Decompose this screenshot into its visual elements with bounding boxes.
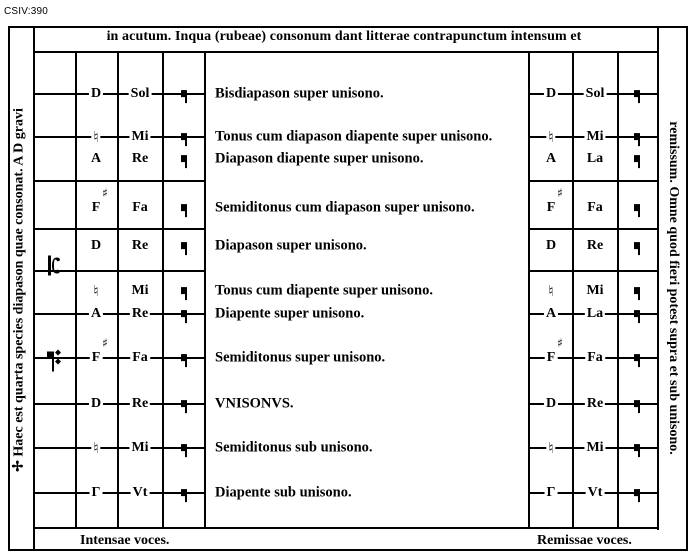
- left-staff-line: [34, 403, 205, 405]
- note-quadrata-icon: [634, 133, 640, 140]
- left-syllable: Re: [131, 238, 149, 253]
- left-grid-row-line: [34, 228, 205, 230]
- left-letter: D: [90, 86, 102, 101]
- left-syllable: Re: [131, 306, 149, 321]
- right-syllable: La: [586, 151, 604, 166]
- title-underline: [34, 51, 658, 53]
- page-signature: CSIV:390: [4, 6, 49, 17]
- right-syllable: Sol: [585, 86, 605, 101]
- left-letter: D: [90, 396, 102, 411]
- right-syllable: Vt: [587, 485, 603, 500]
- left-letter: A: [90, 306, 102, 321]
- interval-description: Tonus cum diapente super unisono.: [215, 282, 433, 299]
- left-letter: ♮: [93, 282, 99, 300]
- right-letter: ♮: [548, 128, 554, 146]
- right-syllable: Mi: [586, 129, 604, 144]
- right-grid-bottom: [529, 527, 659, 529]
- left-syllable: Re: [131, 151, 149, 166]
- left-syllable: Mi: [131, 283, 149, 298]
- left-letter: Γ: [91, 485, 101, 500]
- f-clef-icon: [46, 346, 64, 379]
- right-grid-row-line: [529, 270, 659, 272]
- note-quadrata-icon: [634, 444, 640, 451]
- left-margin-border: [33, 26, 35, 551]
- right-letter: F: [546, 200, 556, 215]
- left-syllable: Fa: [132, 200, 148, 215]
- right-letter: Γ: [546, 485, 556, 500]
- left-syllable: Fa: [132, 350, 148, 365]
- table-title: in acutum. Inqua (rubeae) consonum dant litterae contrapunctum intensum et: [106, 29, 582, 44]
- middle-bottom: [205, 527, 529, 529]
- note-quadrata-icon: [634, 90, 640, 97]
- cross-mark-icon: ✢: [11, 460, 27, 472]
- note-quadrata-icon: [181, 90, 187, 97]
- sharp-icon: ♯: [102, 186, 108, 200]
- note-quadrata-icon: [634, 204, 640, 211]
- right-letter: D: [545, 396, 557, 411]
- sharp-icon: ♯: [102, 336, 108, 350]
- right-grid-row-line: [529, 228, 659, 230]
- left-syllable: Mi: [131, 440, 149, 455]
- left-grid-col-line: [75, 52, 77, 529]
- right-margin-text: remissum. Omne quod fieri potest supra et sub unisono.: [666, 121, 681, 455]
- right-syllable: Fa: [587, 350, 603, 365]
- left-margin-text: [11, 108, 28, 472]
- left-grid-col-line: [204, 52, 206, 529]
- note-quadrata-icon: [181, 155, 187, 162]
- note-quadrata-icon: [634, 287, 640, 294]
- left-grid-col-line: [117, 52, 119, 529]
- right-letter: A: [545, 151, 557, 166]
- note-quadrata-icon: [634, 242, 640, 249]
- right-syllable: La: [586, 306, 604, 321]
- interval-description: Diapason diapente super unisono.: [215, 150, 424, 167]
- note-quadrata-icon: [181, 400, 187, 407]
- right-letter: D: [545, 238, 557, 253]
- left-letter: ♮: [93, 128, 99, 146]
- note-quadrata-icon: [634, 489, 640, 496]
- right-grid-col-line: [528, 52, 530, 529]
- interval-description: Diapente sub unisono.: [215, 484, 352, 501]
- left-staff-line: [34, 492, 205, 494]
- right-letter: F: [546, 350, 556, 365]
- right-grid-col-line: [572, 52, 574, 529]
- left-staff-line: [34, 447, 205, 449]
- left-letter: D: [90, 238, 102, 253]
- right-letter: ♮: [548, 439, 554, 457]
- note-quadrata-icon: [634, 354, 640, 361]
- right-letter: D: [545, 86, 557, 101]
- right-syllable: Mi: [586, 283, 604, 298]
- left-grid-col-line: [162, 52, 164, 529]
- note-quadrata-icon: [181, 444, 187, 451]
- interval-description: Semiditonus super unisono.: [215, 349, 386, 366]
- left-letter: F: [91, 350, 101, 365]
- c-clef-icon: [47, 255, 61, 282]
- note-quadrata-icon: [181, 287, 187, 294]
- right-syllable: Re: [586, 238, 604, 253]
- left-syllable: Re: [131, 396, 149, 411]
- left-syllable: Mi: [131, 129, 149, 144]
- interval-description: Tonus cum diapason diapente super unisono.: [215, 128, 493, 145]
- left-staff-line: [34, 313, 205, 315]
- right-margin-border: [657, 26, 659, 530]
- note-quadrata-icon: [181, 310, 187, 317]
- interval-description: Diapason super unisono.: [215, 237, 367, 254]
- interval-description: Bisdiapason super unisono.: [215, 85, 384, 102]
- interval-description: VNISONVS.: [215, 395, 294, 412]
- right-syllable: Mi: [586, 440, 604, 455]
- right-syllable: Fa: [587, 200, 603, 215]
- right-syllable: Re: [586, 396, 604, 411]
- note-quadrata-icon: [181, 133, 187, 140]
- left-staff-line: [34, 136, 205, 138]
- right-grid-row-line: [529, 180, 659, 182]
- left-grid-row-line: [34, 180, 205, 182]
- sharp-icon: ♯: [557, 336, 563, 350]
- note-quadrata-icon: [181, 242, 187, 249]
- note-quadrata-icon: [634, 400, 640, 407]
- interval-description: Diapente super unisono.: [215, 305, 365, 322]
- left-margin-label: Haec est quarta species diapason quae consonat. A D gravi: [11, 108, 27, 457]
- footer-remissae: Remissae voces.: [537, 533, 632, 548]
- left-syllable: Sol: [130, 86, 150, 101]
- interval-description: Semiditonus cum diapason super unisono.: [215, 199, 475, 216]
- footer-intensae: Intensae voces.: [80, 533, 170, 548]
- note-quadrata-icon: [634, 155, 640, 162]
- left-staff-line: [34, 93, 205, 95]
- right-letter: A: [545, 306, 557, 321]
- left-grid-bottom: [34, 527, 205, 529]
- note-quadrata-icon: [181, 489, 187, 496]
- note-quadrata-icon: [181, 204, 187, 211]
- note-quadrata-icon: [181, 354, 187, 361]
- interval-description: Semiditonus sub unisono.: [215, 439, 373, 456]
- left-letter: F: [91, 200, 101, 215]
- note-quadrata-icon: [634, 310, 640, 317]
- right-grid-col-line: [617, 52, 619, 529]
- sharp-icon: ♯: [557, 186, 563, 200]
- left-letter: ♮: [93, 439, 99, 457]
- left-letter: A: [90, 151, 102, 166]
- right-letter: ♮: [548, 282, 554, 300]
- left-syllable: Vt: [132, 485, 148, 500]
